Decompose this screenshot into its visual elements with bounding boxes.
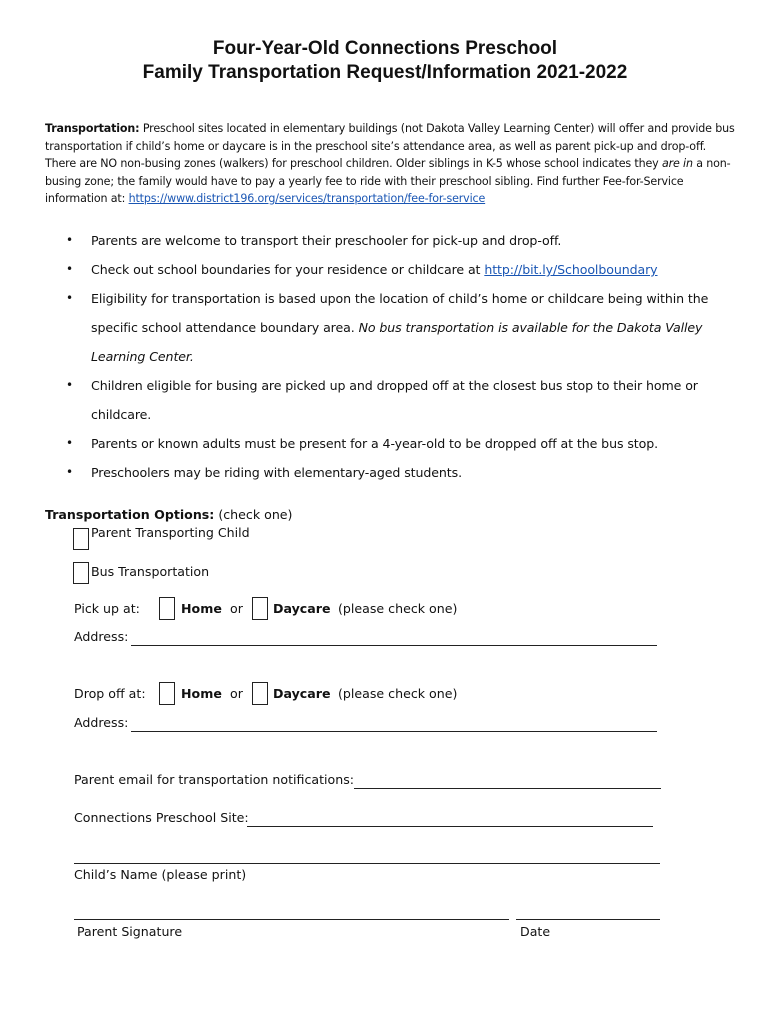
pickup-home-label: Home bbox=[181, 601, 222, 616]
dropoff-hint: (please check one) bbox=[338, 686, 458, 701]
bullet-text: Children eligible for busing are picked up and dropped off at the closest bus stop to their home or childcare. bbox=[91, 378, 698, 422]
bullet-text: Preschoolers may be riding with elementary-aged students. bbox=[91, 465, 463, 480]
preschool-site-label: Connections Preschool Site: bbox=[74, 810, 249, 825]
parent-email-label: Parent email for transportation notifications: bbox=[74, 772, 355, 787]
list-item bbox=[66, 255, 726, 284]
pickup-label: Pick up at: bbox=[74, 601, 140, 616]
dropoff-home-label: Home bbox=[181, 686, 222, 701]
intro-label: Transportation: bbox=[45, 122, 140, 135]
intro-text-b: a non-busing zone; the family would have to pay a yearly fee to ride with their preschool sibling. Find further Fee-for-Service information at: bbox=[45, 157, 731, 205]
bullet-text: Eligibility for transportation is based upon the location of child’s home or childcare being within the specific school attendance boundary area. bbox=[91, 291, 709, 335]
pickup-address-field[interactable] bbox=[131, 645, 657, 646]
bullet-icon: • bbox=[66, 233, 73, 247]
pickup-address-label: Address: bbox=[74, 629, 129, 644]
dropoff-address-label: Address: bbox=[74, 715, 129, 730]
parent-signature-label: Parent Signature bbox=[77, 924, 183, 939]
options-label: Transportation Options: bbox=[45, 507, 215, 522]
bus-transportation-checkbox[interactable] bbox=[73, 562, 89, 584]
date-label: Date bbox=[520, 924, 551, 939]
intro-text-a: Preschool sites located in elementary buildings (not Dakota Valley Learning Center) will offer and provide bus transportation if child’s home or daycare is in the preschool site’s attendance area, as well as parent pick-up and drop-off. There are NO non-busing zones (walkers) for preschool children. Older siblings in K-5 whose school indicates they bbox=[45, 122, 735, 170]
dropoff-address-field[interactable] bbox=[131, 731, 657, 732]
dropoff-home-checkbox[interactable] bbox=[159, 682, 175, 705]
form-title: Four-Year-Old Connections Preschool bbox=[212, 38, 558, 59]
list-item bbox=[66, 284, 726, 371]
pickup-or-text: or bbox=[230, 601, 243, 616]
preschool-site-field[interactable] bbox=[247, 826, 653, 827]
list-item bbox=[66, 371, 726, 429]
bullet-icon: • bbox=[66, 291, 73, 305]
info-bullet-list bbox=[66, 226, 726, 487]
bullet-icon: • bbox=[66, 465, 73, 479]
pickup-daycare-checkbox[interactable] bbox=[252, 597, 268, 620]
pickup-daycare-label: Daycare bbox=[273, 601, 331, 616]
dropoff-label: Drop off at: bbox=[74, 686, 146, 701]
child-name-field[interactable] bbox=[74, 863, 660, 864]
bullet-icon: • bbox=[66, 262, 73, 276]
dropoff-daycare-label: Daycare bbox=[273, 686, 331, 701]
list-item bbox=[66, 226, 726, 255]
options-hint: (check one) bbox=[214, 507, 293, 522]
pickup-hint: (please check one) bbox=[338, 601, 458, 616]
dropoff-or-text: or bbox=[230, 686, 243, 701]
transportation-options-heading bbox=[45, 507, 292, 522]
child-name-label: Child’s Name (please print) bbox=[74, 867, 247, 882]
pickup-home-checkbox[interactable] bbox=[159, 597, 175, 620]
school-boundary-link[interactable]: http://bit.ly/Schoolboundary bbox=[484, 262, 658, 277]
parent-signature-field[interactable] bbox=[74, 919, 509, 920]
bullet-icon: • bbox=[66, 436, 73, 450]
date-field[interactable] bbox=[516, 919, 660, 920]
parent-email-field[interactable] bbox=[354, 788, 661, 789]
bullet-text: Parents are welcome to transport their preschooler for pick-up and drop-off. bbox=[91, 233, 562, 248]
form-subtitle: Family Transportation Request/Information 2021-2022 bbox=[142, 62, 628, 83]
bus-transportation-label: Bus Transportation bbox=[91, 564, 210, 579]
fee-for-service-link[interactable]: https://www.district196.org/services/transportation/fee-for-service bbox=[128, 192, 486, 205]
bullet-italic-text: No bus transportation is available for the Dakota Valley Learning Center. bbox=[91, 320, 703, 364]
bullet-text: Parents or known adults must be present for a 4-year-old to be dropped off at the bus stop. bbox=[91, 436, 659, 451]
parent-transporting-checkbox[interactable] bbox=[73, 528, 89, 550]
parent-transporting-label: Parent Transporting Child bbox=[91, 525, 250, 540]
bullet-text: Check out school boundaries for your residence or childcare at bbox=[91, 262, 485, 277]
bullet-icon: • bbox=[66, 378, 73, 392]
dropoff-daycare-checkbox[interactable] bbox=[252, 682, 268, 705]
intro-text-italic: are in bbox=[661, 157, 693, 170]
list-item bbox=[66, 429, 726, 458]
intro-paragraph bbox=[45, 120, 735, 208]
list-item bbox=[66, 458, 726, 487]
